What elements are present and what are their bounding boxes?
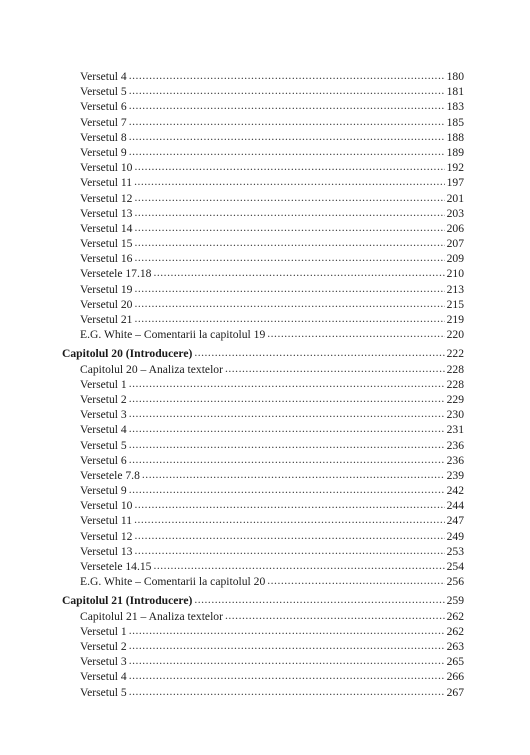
toc-entry — [62, 362, 464, 377]
toc-entry-title: Versetul 13 — [80, 544, 133, 558]
toc-leader-dots — [134, 311, 444, 326]
toc-leader-dots — [142, 467, 445, 482]
toc-entry — [62, 468, 464, 483]
toc-entry — [62, 438, 464, 453]
toc-entry — [62, 654, 464, 669]
toc-entry-title: Versetul 11 — [80, 176, 133, 190]
toc-entry-title: Capitolul 20 – Analiza textelor — [80, 362, 223, 376]
toc-entry — [62, 669, 464, 684]
toc-entry-title: Versetul 4 — [80, 70, 127, 83]
toc-leader-dots — [267, 573, 444, 588]
toc-leader-dots — [134, 190, 444, 205]
toc-entry — [62, 544, 464, 559]
toc-leader-dots — [129, 668, 445, 683]
toc-page-number: 263 — [446, 639, 464, 653]
toc-entry-title: Versetul 2 — [80, 392, 127, 406]
toc-page-number: 210 — [446, 267, 464, 281]
toc-page-number: 219 — [446, 313, 464, 326]
toc-chapter-entry — [62, 593, 464, 608]
toc-leader-dots — [134, 528, 444, 543]
toc-leader-dots — [194, 345, 444, 360]
toc-entry — [62, 69, 464, 84]
toc-leader-dots — [129, 98, 445, 113]
toc-page-number: 183 — [446, 100, 464, 114]
toc-page-number: 239 — [446, 468, 464, 482]
toc-page-number: 230 — [446, 408, 464, 422]
toc-page-number: 244 — [446, 499, 464, 513]
toc-entry-title: Versetul 20 — [80, 297, 133, 311]
toc-page-number: 181 — [446, 85, 464, 99]
toc-entry-title: Versetul 4 — [80, 423, 127, 437]
toc-page-number: 220 — [446, 328, 464, 342]
toc-entry-title: Versetele 7.8 — [80, 468, 140, 482]
toc-entry — [62, 392, 464, 407]
toc-entry-title: Versetul 2 — [80, 639, 127, 653]
toc-entry — [62, 84, 464, 99]
toc-leader-dots — [134, 497, 444, 512]
toc-page-number: 188 — [446, 130, 464, 144]
toc-page-number: 192 — [446, 161, 464, 175]
toc-page-number: 253 — [446, 544, 464, 558]
toc-leader-dots — [134, 250, 444, 265]
toc-entry — [62, 422, 464, 437]
toc-entry — [62, 559, 464, 574]
toc-entry — [62, 483, 464, 498]
toc-entry-title: Versetul 3 — [80, 655, 127, 669]
toc-leader-dots — [129, 83, 445, 98]
toc-entry-title: Versetul 1 — [80, 624, 127, 638]
toc-page-number: 231 — [446, 423, 464, 437]
toc-page-number: 185 — [446, 115, 464, 129]
toc-entry — [62, 175, 464, 190]
toc-entry-title: Versetul 14 — [80, 221, 133, 235]
toc-page-number: 203 — [446, 206, 464, 220]
toc-page-number: 228 — [446, 377, 464, 391]
toc-entry-title: Versetul 8 — [80, 130, 127, 144]
toc-entry-title: E.G. White – Comentarii la capitolul 20 — [80, 575, 266, 589]
toc-entry-title: Versetul 5 — [80, 685, 127, 699]
toc-entry — [62, 453, 464, 468]
toc-page-number: 229 — [446, 392, 464, 406]
toc-leader-dots — [129, 421, 445, 436]
toc-page-number: 215 — [446, 297, 464, 311]
toc-entry — [62, 160, 464, 175]
toc-page-number: 262 — [446, 609, 464, 623]
toc-page-number: 209 — [446, 252, 464, 266]
toc-leader-dots — [225, 361, 445, 376]
toc-entry — [62, 130, 464, 145]
toc-leader-dots — [129, 638, 445, 653]
toc-page-number: 265 — [446, 655, 464, 669]
toc-entry-title: Versetul 12 — [80, 191, 133, 205]
toc-entry-title: Versetul 19 — [80, 282, 133, 296]
toc-page-number: 254 — [446, 560, 464, 573]
toc-leader-dots — [134, 220, 444, 235]
toc-entry — [62, 297, 464, 312]
toc-leader-dots — [129, 68, 445, 83]
toc-leader-dots — [129, 129, 445, 144]
toc-entry — [62, 115, 464, 130]
toc-leader-dots — [134, 512, 445, 527]
toc-chapter-entry — [62, 346, 464, 361]
toc-leader-dots — [129, 437, 445, 452]
toc-page-number: 249 — [446, 529, 464, 543]
toc-entry-title: Versetul 7 — [80, 115, 127, 129]
toc-page-number: 180 — [446, 70, 464, 83]
toc-leader-dots — [134, 543, 444, 558]
toc-entry — [62, 191, 464, 206]
toc-page-number: 222 — [446, 347, 464, 361]
toc-entry-title: Versetul 5 — [80, 438, 127, 452]
toc-page-number: 259 — [446, 594, 464, 608]
toc-entry — [62, 513, 464, 528]
toc-page-number: 228 — [446, 362, 464, 376]
toc-page-number: 242 — [446, 484, 464, 498]
toc-page-number: 267 — [446, 685, 464, 699]
toc-leader-dots — [129, 623, 445, 638]
toc-page-number: 236 — [446, 453, 464, 467]
toc-leader-dots — [134, 205, 444, 220]
toc-leader-dots — [194, 592, 444, 607]
table-of-contents — [62, 69, 464, 700]
toc-page-number: 197 — [446, 176, 464, 190]
toc-entry-title: Capitolul 21 (Introducere) — [62, 594, 193, 608]
toc-leader-dots — [129, 452, 445, 467]
toc-entry-title: Versetul 3 — [80, 408, 127, 422]
toc-leader-dots — [134, 296, 444, 311]
toc-entry-title: Capitolul 20 (Introducere) — [62, 347, 193, 361]
toc-entry — [62, 609, 464, 624]
toc-entry — [62, 266, 464, 281]
toc-entry-title: Versetul 6 — [80, 453, 127, 467]
toc-entry — [62, 498, 464, 513]
toc-entry — [62, 574, 464, 589]
toc-entry-title: Versetele 14.15 — [80, 560, 152, 573]
toc-entry — [62, 145, 464, 160]
toc-entry — [62, 206, 464, 221]
toc-entry-title: Versetul 5 — [80, 85, 127, 99]
toc-leader-dots — [129, 406, 445, 421]
toc-entry-title: Versetul 6 — [80, 100, 127, 114]
toc-entry — [62, 282, 464, 297]
toc-leader-dots — [129, 653, 445, 668]
toc-entry — [62, 221, 464, 236]
toc-leader-dots — [153, 558, 444, 573]
toc-leader-dots — [129, 376, 445, 391]
toc-leader-dots — [129, 144, 445, 159]
toc-page-number: 206 — [446, 221, 464, 235]
toc-entry — [62, 99, 464, 114]
toc-page-number: 262 — [446, 624, 464, 638]
toc-leader-dots — [153, 265, 444, 280]
toc-page-number: 207 — [446, 237, 464, 251]
toc-leader-dots — [134, 174, 445, 189]
toc-entry — [62, 639, 464, 654]
toc-entry-title: Versetul 4 — [80, 670, 127, 684]
toc-entry — [62, 251, 464, 266]
toc-leader-dots — [129, 114, 445, 129]
toc-page-number: 189 — [446, 145, 464, 159]
toc-entry-title: Versetul 16 — [80, 252, 133, 266]
toc-leader-dots — [129, 391, 445, 406]
toc-page-number: 266 — [446, 670, 464, 684]
toc-entry-title: Versetul 13 — [80, 206, 133, 220]
toc-entry — [62, 327, 464, 342]
toc-entry-title: Capitolul 21 – Analiza textelor — [80, 609, 223, 623]
toc-leader-dots — [134, 235, 444, 250]
toc-leader-dots — [134, 281, 444, 296]
toc-entry — [62, 685, 464, 700]
toc-entry-title: Versetul 15 — [80, 237, 133, 251]
toc-entry-title: Versetul 1 — [80, 377, 127, 391]
toc-entry — [62, 236, 464, 251]
toc-entry-title: Versetul 10 — [80, 499, 133, 513]
toc-page-number: 256 — [446, 575, 464, 589]
toc-leader-dots — [129, 482, 445, 497]
toc-entry-title: Versetele 17.18 — [80, 267, 152, 281]
toc-entry-title: Versetul 9 — [80, 145, 127, 159]
toc-entry-title: Versetul 11 — [80, 514, 133, 528]
toc-entry — [62, 529, 464, 544]
toc-leader-dots — [134, 159, 444, 174]
toc-page-number: 201 — [446, 191, 464, 205]
toc-entry-title: E.G. White – Comentarii la capitolul 19 — [80, 328, 266, 342]
toc-page-number: 247 — [446, 514, 464, 528]
toc-entry — [62, 312, 464, 327]
toc-page-number: 236 — [446, 438, 464, 452]
toc-leader-dots — [225, 608, 445, 623]
toc-entry-title: Versetul 21 — [80, 313, 133, 326]
toc-leader-dots — [267, 326, 444, 341]
toc-entry — [62, 407, 464, 422]
toc-entry-title: Versetul 12 — [80, 529, 133, 543]
toc-leader-dots — [129, 684, 445, 699]
toc-entry-title: Versetul 9 — [80, 484, 127, 498]
toc-entry-title: Versetul 10 — [80, 161, 133, 175]
toc-entry — [62, 377, 464, 392]
toc-entry — [62, 624, 464, 639]
toc-page-number: 213 — [446, 282, 464, 296]
